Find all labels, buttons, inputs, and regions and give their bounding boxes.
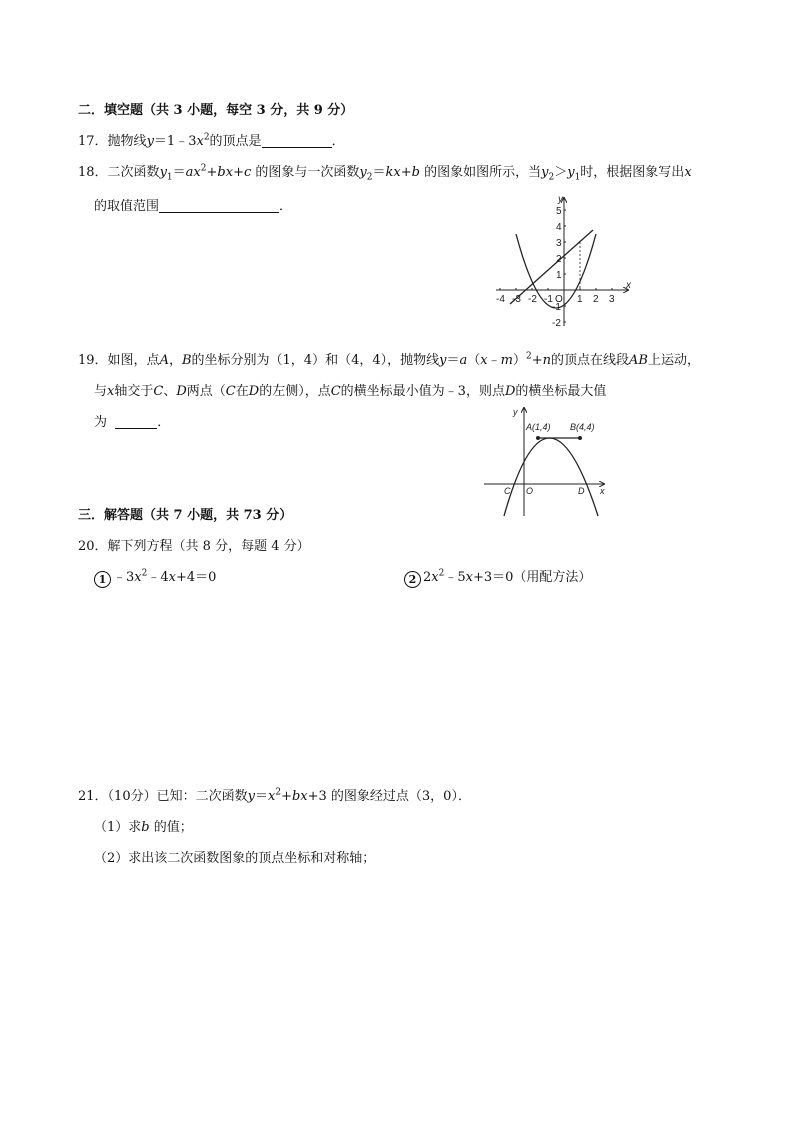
var-y: y — [439, 353, 447, 368]
q18-text: 的图象如图所示，当 — [419, 165, 542, 180]
plus: + — [400, 165, 412, 180]
question-19 — [78, 352, 700, 370]
section-3-title: 三．解答题（共 7 小题，共 73 分） — [78, 508, 293, 523]
term: ﹣3 — [113, 570, 135, 585]
answer-blank[interactable] — [159, 198, 279, 213]
exponent: 2 — [525, 351, 532, 362]
var-x: x — [684, 165, 692, 180]
separator: 、 — [163, 384, 177, 399]
var-D: D — [176, 384, 187, 399]
var-D: D — [248, 384, 260, 399]
q21-text: +3 的图象经过点（3，0）． — [307, 789, 471, 804]
question-number: 19． — [78, 353, 108, 368]
q19-text: 轴交于 — [114, 384, 154, 399]
plus: + — [233, 165, 244, 180]
var-bx: bx — [291, 789, 308, 804]
straight-line — [510, 230, 593, 304]
tick-label: 2 — [556, 254, 562, 265]
origin-label: O — [526, 486, 534, 496]
circled-number: 1 — [94, 571, 111, 588]
plus: + — [531, 353, 543, 368]
var-x: x — [134, 570, 142, 585]
tick-label: 4 — [556, 222, 562, 233]
equals: ＝ — [446, 353, 460, 368]
comma: ， — [168, 353, 182, 368]
exponent: 2 — [141, 568, 148, 579]
q21-text: 的值； — [149, 820, 193, 835]
var-C: C — [153, 384, 164, 399]
var-y: y — [159, 165, 167, 180]
paren: （ — [467, 353, 481, 368]
question-18 — [78, 164, 692, 182]
var-y: y — [567, 165, 575, 180]
q18-text: 的图象与一次函数 — [251, 165, 360, 180]
q20-item-2 — [404, 569, 591, 588]
tick-label: 3 — [609, 294, 615, 305]
q19-text: 在 — [235, 384, 249, 399]
subscript: 2 — [366, 172, 373, 183]
var-y: y — [146, 134, 154, 149]
q19-text: 上运动， — [647, 353, 700, 368]
tick-label: -2 — [552, 318, 561, 329]
q18-text: 的取值范围 — [94, 199, 160, 214]
q19-text: 的坐标分别为（1，4）和（4，4），抛物线 — [191, 353, 440, 368]
period: ． — [331, 134, 345, 149]
tick-label: -4 — [496, 294, 505, 305]
label-A: A(1,4) — [526, 422, 551, 432]
tick-label: -1 — [544, 294, 553, 305]
q19-text: 为 — [94, 415, 108, 430]
q21-sub-2: （2）求出该二次函数图象的顶点坐标和对称轴； — [94, 851, 376, 866]
greater-than: ＞ — [554, 165, 568, 180]
exponent: 2 — [200, 163, 207, 174]
var-y: y — [541, 165, 549, 180]
var-x: x — [168, 570, 176, 585]
label-B: B(4,4) — [570, 422, 595, 432]
q21-text: （10分）已知：二次函数 — [107, 789, 248, 804]
var-b: b — [141, 820, 150, 835]
tick-label: 3 — [556, 238, 562, 249]
exponent: 2 — [438, 568, 445, 579]
tick-label: 1 — [577, 294, 583, 305]
q19-text: 的横坐标最大值 — [515, 384, 607, 399]
question-21 — [78, 788, 471, 806]
q17-text: 抛物线 — [107, 134, 147, 149]
var-bx: bx — [217, 165, 234, 180]
var-ax: ax — [185, 165, 201, 180]
y-axis-label: y — [558, 194, 563, 205]
question-18-line-2 — [94, 198, 292, 216]
point-B — [578, 436, 582, 440]
paren: ） — [512, 353, 526, 368]
q19-text: 的左侧），点 — [259, 384, 331, 399]
plus: + — [206, 165, 218, 180]
var-c: c — [243, 165, 252, 180]
question-19-line-2 — [94, 383, 606, 401]
tick-label: -2 — [528, 294, 537, 305]
var-C: C — [330, 384, 341, 399]
var-a: a — [459, 353, 468, 368]
subscript: 2 — [548, 172, 555, 183]
origin-label: O — [555, 294, 563, 305]
var-x: x — [431, 570, 439, 585]
q18-text: 时，根据图象写出 — [580, 165, 685, 180]
period: ． — [279, 199, 293, 214]
var-x: x — [267, 789, 276, 804]
question-number: 18． — [78, 165, 108, 180]
x-axis-label: x — [600, 486, 605, 496]
parabola — [504, 438, 598, 516]
question-17 — [78, 133, 345, 151]
label-C: C — [504, 486, 511, 496]
tick-label: -3 — [512, 294, 521, 305]
q21-sub-1 — [94, 819, 193, 837]
label-D: D — [578, 486, 585, 496]
tick-label: 1 — [556, 270, 562, 281]
q18-text: 二次函数 — [107, 165, 160, 180]
equals: ＝ — [172, 165, 186, 180]
period: ． — [157, 415, 171, 430]
q20-text: 解下列方程（共 8 分，每题 4 分） — [107, 539, 310, 554]
q18-graph — [488, 192, 636, 332]
var-kx: kx — [385, 165, 401, 180]
q19-text: 与 — [94, 384, 108, 399]
q19-text: 两点（ — [186, 384, 226, 399]
q17-eq: ＝1﹣3 — [153, 134, 197, 149]
var-b: b — [411, 165, 420, 180]
section-2-title: 二．填空题（共 3 小题，每空 3 分，共 9 分） — [78, 103, 354, 118]
q17-text-b: 的顶点是 — [209, 134, 262, 149]
answer-blank[interactable] — [115, 414, 157, 429]
var-x: x — [465, 570, 473, 585]
term: ﹣5 — [444, 570, 466, 585]
answer-blank[interactable] — [262, 133, 332, 148]
question-number: 17． — [78, 134, 108, 149]
exponent: 2 — [275, 787, 282, 798]
q20-item-1 — [94, 569, 216, 588]
var-m: m — [500, 353, 513, 368]
y-axis-label: y — [513, 407, 518, 417]
question-20 — [78, 538, 310, 556]
var-y: y — [247, 789, 255, 804]
var-AB: AB — [629, 353, 648, 368]
q19-text: 的顶点在线段 — [551, 353, 630, 368]
q19-graph — [480, 404, 610, 520]
var-y: y — [359, 165, 367, 180]
var-B: B — [181, 353, 192, 368]
minus: ﹣ — [487, 353, 501, 368]
term: 2 — [423, 570, 432, 585]
subscript: 1 — [574, 172, 581, 183]
tick-label: 5 — [556, 206, 562, 217]
point-A — [536, 436, 540, 440]
question-number: 20． — [78, 539, 108, 554]
question-19-line-3 — [94, 414, 170, 432]
term: +4＝0 — [175, 570, 217, 585]
var-A: A — [159, 353, 169, 368]
q21-text: （1）求 — [94, 820, 142, 835]
x-axis-label: x — [626, 280, 631, 291]
subscript: 1 — [166, 172, 173, 183]
term: ﹣4 — [147, 570, 169, 585]
tick-label: 2 — [593, 294, 599, 305]
plus: + — [281, 789, 292, 804]
var-D: D — [504, 384, 516, 399]
tick-label: -1 — [552, 302, 561, 313]
q19-text: 的横坐标最小值为﹣3，则点 — [340, 384, 505, 399]
var-x: x — [196, 134, 204, 149]
var-C: C — [225, 384, 236, 399]
var-x: x — [107, 384, 115, 399]
exponent: 2 — [203, 132, 210, 143]
question-number: 21． — [78, 789, 108, 804]
term: +3＝0（用配方法） — [472, 570, 592, 585]
var-n: n — [542, 353, 551, 368]
equals: ＝ — [372, 165, 386, 180]
q19-text: 如图，点 — [107, 353, 160, 368]
var-x: x — [480, 353, 488, 368]
circled-number: 2 — [404, 571, 421, 588]
equals: ＝ — [254, 789, 268, 804]
